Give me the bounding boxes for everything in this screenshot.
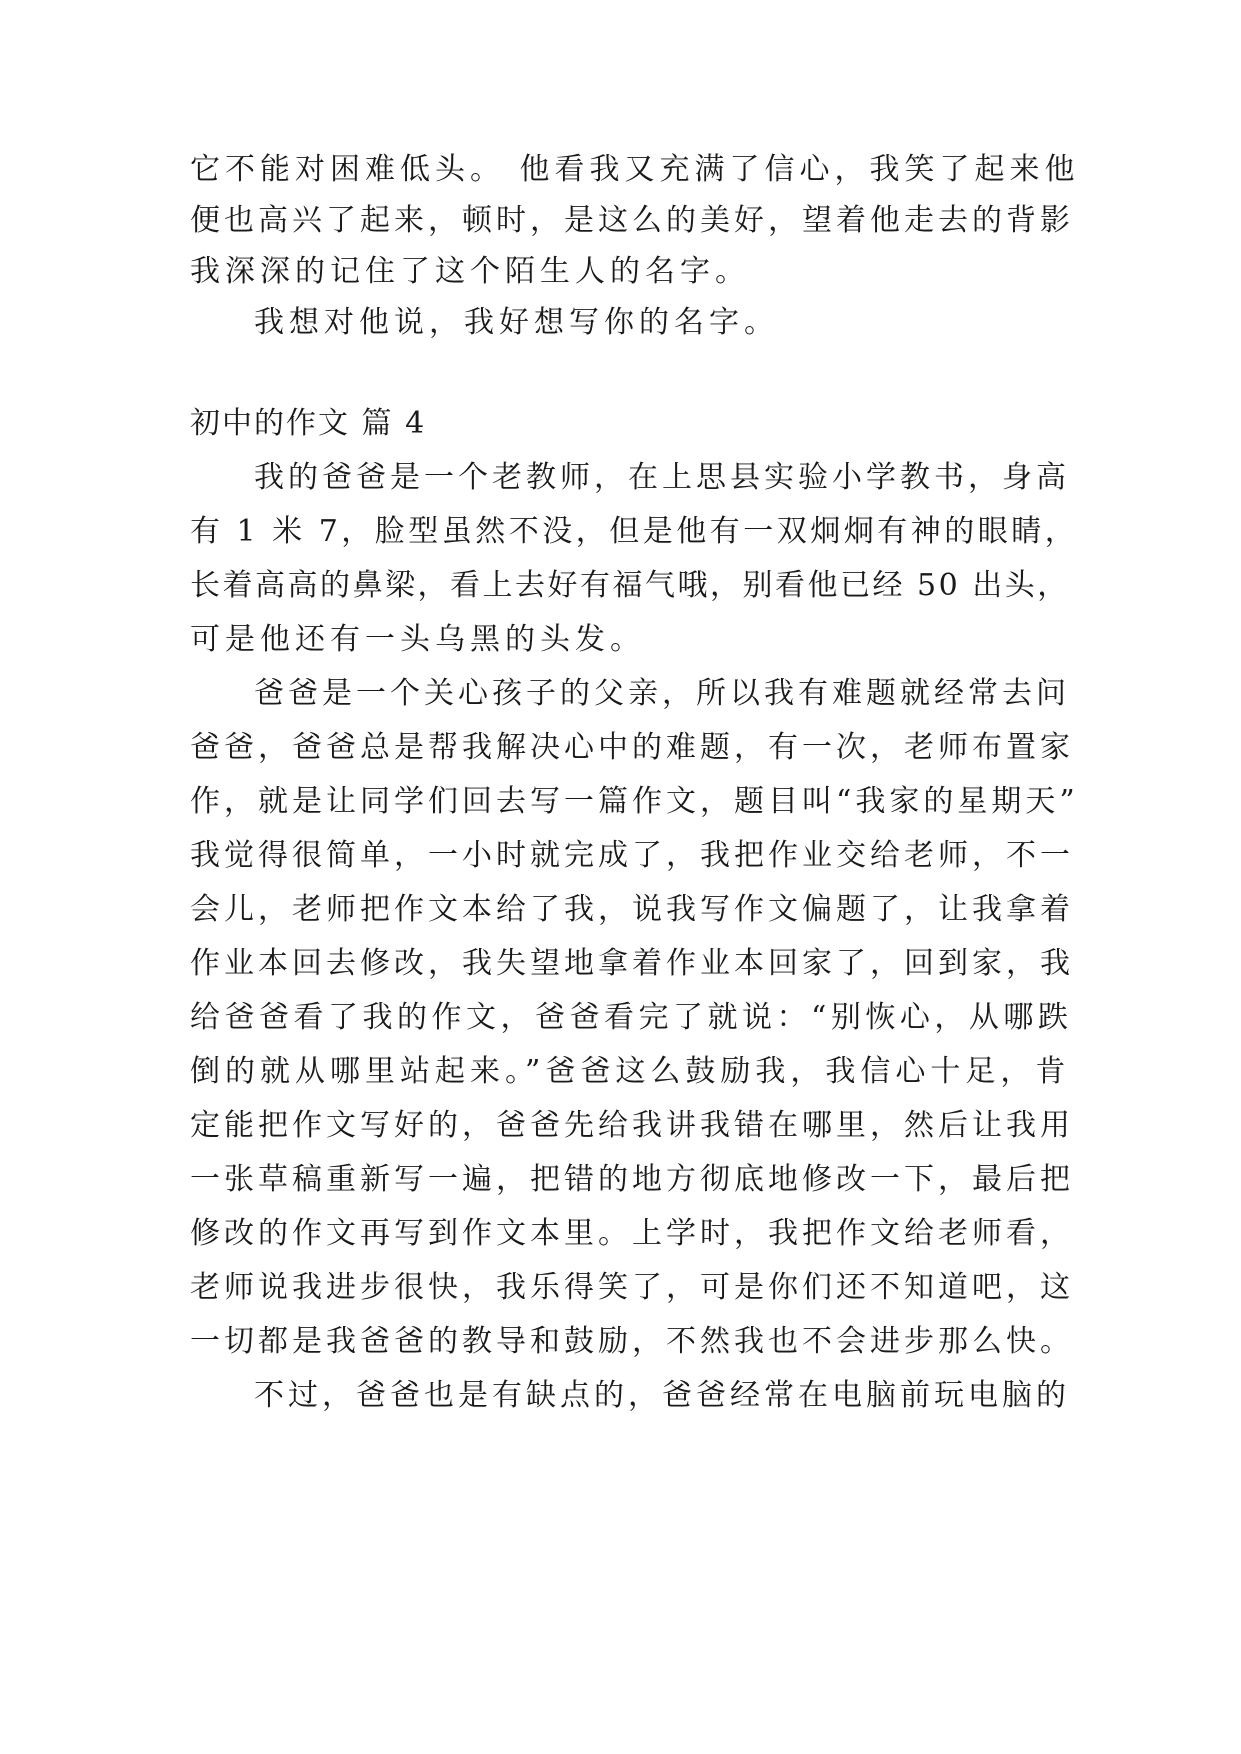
- paragraph-line: 作业本回去修改，我失望地拿着作业本回家了，回到家，我: [190, 946, 1074, 981]
- paragraph-line: 给爸爸看了我的作文，爸爸看完了就说：“别恢心，从哪跌: [190, 1000, 1073, 1035]
- paragraph-line: 有 1 米 7，脸型虽然不没，但是他有一双炯炯有神的眼睛，: [190, 514, 1079, 549]
- paragraph-line: 它不能对困难低头。 他看我又充满了信心，我笑了起来他: [190, 152, 1080, 187]
- paragraph-line: 我的爸爸是一个老教师，在上思县实验小学教书，身高: [254, 460, 1070, 495]
- paragraph-line: 我想对他说，我好想写你的名字。: [254, 305, 779, 340]
- paragraph-line: 不过，爸爸也是有缺点的，爸爸经常在电脑前玩电脑的: [254, 1378, 1070, 1413]
- paragraph-line: 一张草稿重新写一遍，把错的地方彻底地修改一下，最后把: [190, 1162, 1074, 1197]
- paragraph-line: 便也高兴了起来，顿时，是这么的美好，望着他走去的背影: [190, 203, 1074, 238]
- paragraph-line: 可是他还有一头乌黑的头发。: [190, 622, 645, 657]
- paragraph-line: 倒的就从哪里站起来。”爸爸这么鼓励我，我信心十足，肯: [190, 1054, 1071, 1089]
- paragraph-line: 爸爸，爸爸总是帮我解决心中的难题，有一次，老师布置家: [190, 730, 1074, 765]
- section-heading: 初中的作文 篇 4: [190, 406, 427, 441]
- paragraph-line: 作，就是让同学们回去写一篇作文，题目叫“我家的星期天”: [190, 784, 1079, 819]
- paragraph-line: 我深深的记住了这个陌生人的名字。: [190, 254, 750, 289]
- paragraph-line: 我觉得很简单，一小时就完成了，我把作业交给老师，不一: [190, 838, 1074, 873]
- paragraph-line: 爸爸是一个关心孩子的父亲，所以我有难题就经常去问: [254, 676, 1070, 711]
- paragraph-line: 长着高高的鼻梁，看上去好有福气哦，别看他已经 50 出头，: [190, 568, 1070, 603]
- paragraph-line: 修改的作文再写到作文本里。上学时，我把作文给老师看，: [190, 1216, 1074, 1251]
- paragraph-line: 老师说我进步很快，我乐得笑了，可是你们还不知道吧，这: [190, 1270, 1074, 1305]
- paragraph-line: 定能把作文写好的，爸爸先给我讲我错在哪里，然后让我用: [190, 1108, 1074, 1143]
- paragraph-line: 会儿，老师把作文本给了我，说我写作文偏题了，让我拿着: [190, 892, 1074, 927]
- paragraph-line: 一切都是我爸爸的教导和鼓励，不然我也不会进步那么快。: [190, 1324, 1074, 1359]
